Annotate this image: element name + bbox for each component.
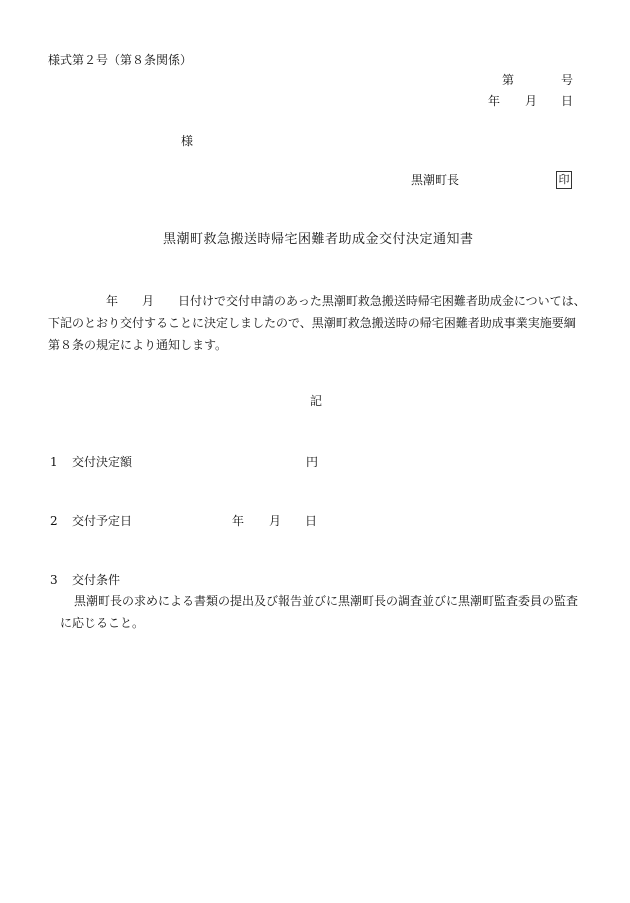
issuer-seal [556, 171, 572, 189]
body-paragraph [48, 290, 586, 356]
issuer-title: 黒潮町長 [411, 173, 460, 187]
date-day: 日 [561, 94, 574, 108]
date-year: 年 [488, 94, 501, 108]
item2-year: 年 [232, 514, 245, 528]
document-title: 黒潮町救急搬送時帰宅困難者助成金交付決定通知書 [163, 232, 474, 247]
record-mark: 記 [310, 394, 323, 408]
seal-mark: 印 [556, 171, 572, 189]
body-month: 月 [142, 294, 155, 308]
item2-month: 月 [269, 514, 282, 528]
body-text: 日付けで交付申請のあった黒潮町救急搬送時帰宅困難者助成金については、下記のとおり交付することに決定しましたので、黒潮町救急搬送時の帰宅困難者助成事業実施要綱第８条の規定により通知します。 [48, 294, 586, 352]
item2-day: 日 [305, 514, 318, 528]
item3-label: 交付条件 [72, 573, 121, 587]
item2-number: 2 [50, 514, 58, 528]
date-month: 月 [525, 94, 538, 108]
body-year: 年 [106, 294, 119, 308]
item3-number: 3 [50, 573, 58, 587]
item1-unit: 円 [306, 455, 319, 469]
addressee-honorific: 様 [181, 134, 194, 148]
item2-label: 交付予定日 [72, 514, 133, 528]
number-suffix: 号 [561, 73, 574, 87]
form-label: 様式第２号（第８条関係） [48, 53, 193, 67]
item1-number: 1 [50, 455, 58, 469]
number-prefix: 第 [502, 73, 515, 87]
item3-text: 黒潮町長の求めによる書類の提出及び報告並びに黒潮町長の調査並びに黒潮町監査委員の監査に応じること。 [60, 594, 579, 630]
item1-label: 交付決定額 [72, 455, 133, 469]
